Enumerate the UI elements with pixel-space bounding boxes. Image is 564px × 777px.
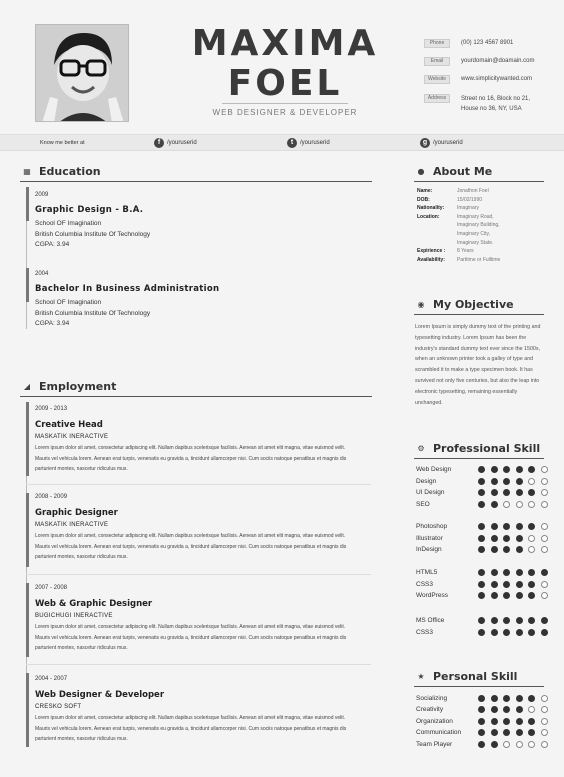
about-key: [417, 230, 457, 239]
objective-line: industry's standard dummy text ever since the 1500s,: [415, 345, 540, 352]
twitter-icon: t: [287, 138, 297, 148]
rating-dot-filled: [478, 581, 485, 588]
rating-dot-filled: [478, 501, 485, 508]
chart-icon: ◢: [23, 381, 31, 391]
skill-row: [416, 627, 553, 638]
rating-dot-empty: [541, 535, 548, 542]
objective-line: Lorem Ipsum is simply dummy text of the printing and: [415, 324, 541, 330]
name-last: FOEL: [227, 63, 343, 104]
employment-marker-4: [26, 673, 29, 747]
objective-text: [415, 322, 545, 408]
rating-dot-filled: [528, 718, 535, 725]
rating-dot-filled: [503, 466, 510, 473]
about-value: Imaginary Building,: [457, 222, 500, 229]
desc-line: Lorem ipsum dolor sit amet, consectetur adipiscing elit. Nullam dapibus scelerisque facilisis. Aenean sit amet elit magna, vitae euismod velit.: [35, 445, 346, 451]
rating-dot-filled: [478, 523, 485, 530]
rating-dot-filled: [528, 592, 535, 599]
objective-line: scrambled it to make a type specimen book. It has: [415, 367, 533, 374]
about-heading: [416, 165, 492, 178]
employment-heading-text: Employment: [39, 380, 117, 393]
facebook-icon: f: [154, 138, 164, 148]
rating-dot-filled: [491, 569, 498, 576]
rating-dot-empty: [541, 729, 548, 736]
desc-line: parturient montes, nascetur ridiculus mus.: [35, 736, 128, 742]
about-key: Name:: [417, 188, 433, 194]
job-years: 2004 - 2007: [35, 676, 68, 682]
personal-skill-underline: [414, 686, 544, 687]
rating-dot-filled: [503, 729, 510, 736]
about-row: [417, 239, 500, 248]
objective-heading: [416, 298, 514, 311]
portrait-image: [36, 25, 129, 122]
about-key: [417, 221, 457, 230]
about-key: Availability:: [417, 256, 445, 263]
job-company: CRESKO SOFT: [35, 704, 82, 710]
rating-dot-filled: [528, 581, 535, 588]
rating-dot-filled: [503, 706, 510, 713]
rating-dot-filled: [516, 535, 523, 542]
rating-dot-filled: [491, 466, 498, 473]
job-entry: [35, 676, 371, 745]
skill-rating: [478, 581, 553, 588]
skill-row: [416, 693, 553, 704]
employment-heading: [22, 380, 116, 393]
rating-dot-filled: [491, 629, 498, 636]
rating-dot-filled: [528, 695, 535, 702]
personal-skill-heading: [416, 670, 517, 683]
rating-dot-filled: [478, 695, 485, 702]
skill-name: MS Office: [416, 617, 445, 624]
about-value: 15/02/1990: [457, 196, 483, 203]
about-heading-text: About Me: [433, 165, 493, 178]
rating-dot-empty: [541, 718, 548, 725]
desc-line: Mauris vel vehicula lorem. Aenean erat turpis, venenatis eu gravida a, tincidunt ullamcorper nisi. Cum sociis natoque penatibus et magnis dis: [35, 634, 347, 641]
desc-line: parturient montes, nascetur ridiculus mus.: [35, 554, 128, 560]
rating-dot-filled: [516, 466, 523, 473]
rating-dot-filled: [528, 569, 535, 576]
about-value: Parttime or Fulltime: [457, 256, 501, 263]
rating-dot-filled: [503, 592, 510, 599]
contact-phone: [424, 39, 513, 48]
title-divider: [222, 103, 348, 104]
rating-dot-filled: [478, 592, 485, 599]
skill-name: SEO: [416, 501, 430, 508]
about-value: Imaginary: [457, 205, 479, 212]
job-title: WEB DESIGNER & DEVELOPER: [212, 108, 358, 117]
target-icon: ◉: [417, 299, 425, 309]
skill-rating: [478, 489, 553, 496]
rating-dot-empty: [503, 741, 510, 748]
rating-dot-filled: [516, 523, 523, 530]
desc-line: Mauris vel vehicula lorem. Aenean erat turpis, venenatis eu gravida a, tincidunt ullamcorper nisi. Cum sociis natoque penatibus et magnis dis: [35, 725, 347, 732]
skill-name: Photoshop: [416, 523, 448, 530]
skill-rating: [478, 569, 553, 576]
rating-dot-filled: [503, 629, 510, 636]
skill-name: Design: [416, 478, 437, 485]
skill-row: [416, 727, 553, 738]
about-row: [417, 204, 500, 213]
objective-line: unchanged.: [415, 399, 443, 406]
rating-dot-filled: [516, 546, 523, 553]
facebook-handle[interactable]: /youruserid: [167, 140, 197, 146]
job-entry: [35, 585, 371, 654]
job-description: [35, 622, 371, 654]
job-entry: [35, 406, 371, 475]
skill-rating: [478, 706, 553, 713]
rating-dot-filled: [516, 729, 523, 736]
rating-dot-filled: [516, 629, 523, 636]
education-heading: [22, 165, 101, 178]
objective-underline: [414, 314, 544, 315]
skill-name: Organization: [416, 718, 453, 725]
rating-dot-empty: [541, 741, 548, 748]
rating-dot-filled: [478, 741, 485, 748]
rating-dot-empty: [541, 466, 548, 473]
skill-row: [416, 533, 553, 544]
google-plus-icon: g: [420, 138, 430, 148]
skill-rating: [478, 729, 553, 736]
job-separator: [26, 484, 371, 485]
skill-row: [416, 567, 553, 578]
social-bar: [0, 134, 564, 151]
skill-name: Web Design: [416, 466, 452, 473]
education-degree: Graphic Design - B.A.: [35, 205, 144, 215]
rating-dot-filled: [491, 501, 498, 508]
desc-line: parturient montes, nascetur ridiculus mus.: [35, 466, 128, 472]
twitter-handle[interactable]: /youruserid: [300, 140, 330, 146]
rating-dot-filled: [478, 478, 485, 485]
skill-name: UI Design: [416, 489, 445, 496]
google-plus-handle[interactable]: /youruserid: [433, 140, 463, 146]
rating-dot-filled: [478, 489, 485, 496]
skill-row: [416, 476, 553, 487]
about-value: Jonathon Foel: [457, 188, 489, 194]
rating-dot-empty: [541, 706, 548, 713]
address-line-1: Street no 16, Block no 21,: [461, 96, 531, 102]
address-label: Address: [424, 94, 450, 103]
job-description: [35, 531, 371, 563]
education-school: School OF Imagination: [35, 299, 102, 306]
education-marker-2: [26, 268, 29, 302]
about-value: Imaginary State.: [457, 239, 494, 246]
name-first: MAXIMA: [191, 23, 379, 64]
website-label: Website: [424, 75, 450, 84]
job-years: 2008 - 2009: [35, 494, 68, 500]
skill-row: [416, 521, 553, 532]
rating-dot-empty: [528, 501, 535, 508]
rating-dot-filled: [503, 489, 510, 496]
social-facebook[interactable]: [154, 138, 197, 148]
skill-name: Team Player: [416, 741, 453, 748]
about-row: [417, 213, 500, 222]
rating-dot-filled: [516, 569, 523, 576]
rating-dot-empty: [503, 501, 510, 508]
rating-dot-empty: [541, 489, 548, 496]
employment-marker-2: [26, 493, 29, 567]
user-icon: ●: [417, 166, 425, 176]
rating-dot-filled: [541, 629, 548, 636]
employment-underline: [20, 396, 372, 397]
rating-dot-filled: [503, 523, 510, 530]
skill-rating: [478, 546, 553, 553]
desc-line: parturient montes, nascetur ridiculus mus.: [35, 645, 128, 651]
skill-name: Socializing: [416, 695, 448, 702]
skill-name: WordPress: [416, 592, 449, 599]
rating-dot-empty: [541, 695, 548, 702]
rating-dot-filled: [503, 617, 510, 624]
about-key: Location:: [417, 213, 440, 220]
rating-dot-filled: [478, 729, 485, 736]
job-company: MASKATIK INERACTIVE: [35, 434, 109, 440]
about-row: [417, 196, 500, 205]
rating-dot-filled: [491, 729, 498, 736]
rating-dot-filled: [491, 718, 498, 725]
rating-dot-filled: [478, 569, 485, 576]
desc-line: Lorem ipsum dolor sit amet, consectetur adipiscing elit. Nullam dapibus scelerisque facilisis. Aenean sit amet elit magna, vitae euismod velit.: [35, 715, 346, 721]
rating-dot-filled: [528, 523, 535, 530]
about-row: [417, 256, 500, 265]
about-key: Expirience :: [417, 248, 446, 255]
social-twitter[interactable]: [287, 138, 330, 148]
skill-rating: [478, 466, 553, 473]
rating-dot-empty: [541, 523, 548, 530]
rating-dot-filled: [541, 617, 548, 624]
rating-dot-filled: [478, 546, 485, 553]
rating-dot-empty: [541, 501, 548, 508]
skill-row: [416, 544, 553, 555]
gear-icon: ⚙: [417, 443, 425, 453]
about-row: [417, 221, 500, 230]
education-degree: Bachelor In Business Administration: [35, 284, 220, 294]
address-line-2: House no 36, NY, USA: [461, 106, 522, 112]
personal-skill-heading-text: Personal Skill: [433, 670, 518, 683]
skill-name: CSS3: [416, 581, 433, 588]
objective-line: electronic typesetting, remaining essentially: [415, 388, 518, 395]
contact-website: [424, 75, 532, 84]
rating-dot-filled: [478, 718, 485, 725]
rating-dot-filled: [503, 535, 510, 542]
contact-address: [424, 94, 561, 114]
objective-heading-text: My Objective: [433, 298, 514, 311]
skill-row: [416, 464, 553, 475]
about-row: [417, 187, 500, 196]
rating-dot-filled: [478, 535, 485, 542]
skill-name: Illustrator: [416, 535, 443, 542]
job-separator: [26, 574, 371, 575]
rating-dot-filled: [541, 569, 548, 576]
rating-dot-filled: [478, 466, 485, 473]
education-underline: [20, 181, 372, 182]
job-company: BUGICHUGI INERACTIVE: [35, 613, 113, 619]
rating-dot-filled: [516, 478, 523, 485]
education-school: School OF Imagination: [35, 220, 102, 227]
skill-row: [416, 590, 553, 601]
rating-dot-filled: [491, 489, 498, 496]
rating-dot-filled: [503, 569, 510, 576]
rating-dot-filled: [516, 489, 523, 496]
job-separator: [26, 664, 371, 665]
rating-dot-filled: [491, 581, 498, 588]
skill-row: [416, 739, 553, 750]
about-key: Nationality:: [417, 205, 445, 212]
skill-name: HTML5: [416, 569, 438, 576]
candidate-name: [160, 24, 410, 104]
about-key: [417, 239, 457, 248]
rating-dot-filled: [516, 592, 523, 599]
rating-dot-empty: [541, 546, 548, 553]
rating-dot-filled: [528, 489, 535, 496]
rating-dot-empty: [541, 592, 548, 599]
skill-row: [416, 704, 553, 715]
phone-label: Phone: [424, 39, 450, 48]
skill-rating: [478, 629, 553, 636]
rating-dot-filled: [516, 706, 523, 713]
rating-dot-filled: [478, 617, 485, 624]
skill-rating: [478, 478, 553, 485]
skill-name: Communication: [416, 729, 462, 736]
desc-line: Mauris vel vehicula lorem. Aenean erat turpis, venenatis eu gravida a, tincidunt ullamcorper nisi. Cum sociis natoque penatibus et magnis dis: [35, 543, 347, 550]
phone-value: (00) 123 4567 8901: [461, 40, 514, 46]
rating-dot-filled: [491, 535, 498, 542]
contact-email: [424, 57, 534, 66]
about-row: [417, 247, 500, 256]
about-underline: [414, 181, 544, 182]
about-value: Imaginary City,: [457, 230, 490, 237]
skill-rating: [478, 523, 553, 530]
skill-row: [416, 499, 553, 510]
education-cgpa: CGPA: 3.94: [35, 320, 70, 327]
education-marker-1: [26, 187, 29, 221]
rating-dot-empty: [528, 706, 535, 713]
book-icon: ▦: [23, 166, 31, 176]
rating-dot-filled: [491, 592, 498, 599]
employment-marker-1: [26, 402, 29, 476]
rating-dot-filled: [516, 617, 523, 624]
education-year: 2004: [35, 271, 49, 277]
about-details: [417, 187, 500, 264]
education-institute: British Columbia Institute Of Technology: [35, 230, 151, 238]
rating-dot-filled: [503, 718, 510, 725]
skill-rating: [478, 592, 553, 599]
rating-dot-filled: [528, 729, 535, 736]
skill-name: InDesign: [416, 546, 442, 553]
rating-dot-filled: [503, 695, 510, 702]
rating-dot-filled: [503, 546, 510, 553]
rating-dot-filled: [478, 629, 485, 636]
desc-line: Lorem ipsum dolor sit amet, consectetur adipiscing elit. Nullam dapibus scelerisque facilisis. Aenean sit amet elit magna, vitae euismod velit.: [35, 624, 346, 630]
rating-dot-empty: [528, 546, 535, 553]
about-value: 8 Years: [457, 248, 474, 255]
rating-dot-empty: [528, 741, 535, 748]
rating-dot-filled: [491, 741, 498, 748]
job-entry: [35, 494, 371, 563]
skill-name: CSS3: [416, 629, 433, 636]
rating-dot-empty: [516, 501, 523, 508]
rating-dot-filled: [503, 581, 510, 588]
professional-skill-underline: [414, 458, 544, 459]
education-cgpa: CGPA: 3.94: [35, 241, 70, 248]
profile-photo: [35, 24, 129, 122]
professional-skill-heading: [416, 442, 540, 455]
rating-dot-filled: [491, 706, 498, 713]
objective-line: survived not only five centuries, but also the leap into: [415, 377, 540, 384]
education-heading-text: Education: [39, 165, 101, 178]
job-company: MASKATIK INERACTIVE: [35, 522, 109, 528]
about-row: [417, 230, 500, 239]
skill-row: [416, 579, 553, 590]
education-entry: [35, 271, 219, 330]
job-role: Web Designer & Developer: [35, 690, 165, 700]
desc-line: Mauris vel vehicula lorem. Aenean erat turpis, venenatis eu gravida a, tincidunt ullamcorper nisi. Cum sociis natoque penatibus et magnis dis: [35, 455, 347, 462]
about-value: Imaginary Road,: [457, 213, 494, 220]
rating-dot-empty: [516, 741, 523, 748]
professional-skill-heading-text: Professional Skill: [433, 442, 541, 455]
education-institute: British Columbia Institute Of Technology: [35, 309, 151, 317]
rating-dot-filled: [516, 695, 523, 702]
rating-dot-filled: [491, 523, 498, 530]
skill-name: Creativity: [416, 706, 444, 713]
skill-row: [416, 615, 553, 626]
website-value: www.simplicitywanted.com: [461, 76, 533, 82]
job-role: Web & Graphic Designer: [35, 599, 153, 609]
job-years: 2007 - 2008: [35, 585, 68, 591]
email-label: Email: [424, 57, 450, 66]
rating-dot-filled: [516, 581, 523, 588]
job-role: Creative Head: [35, 420, 103, 430]
skill-rating: [478, 535, 553, 542]
skill-rating: [478, 695, 553, 702]
education-year: 2009: [35, 192, 49, 198]
skill-rating: [478, 718, 553, 725]
skill-rating: [478, 741, 553, 748]
job-role: Graphic Designer: [35, 508, 118, 518]
desc-line: Lorem ipsum dolor sit amet, consectetur adipiscing elit. Nullam dapibus scelerisque facilisis. Aenean sit amet elit magna, vitae euismod velit.: [35, 533, 346, 539]
rating-dot-filled: [491, 546, 498, 553]
email-value: yourdomain@doamain.com: [461, 58, 535, 64]
social-google-plus[interactable]: [420, 138, 463, 148]
rating-dot-filled: [491, 617, 498, 624]
skill-rating: [478, 501, 553, 508]
rating-dot-empty: [541, 478, 548, 485]
rating-dot-filled: [478, 706, 485, 713]
address-value: [461, 94, 561, 114]
social-intro: Know me better at: [40, 140, 85, 146]
skill-rating: [478, 617, 553, 624]
rating-dot-filled: [491, 478, 498, 485]
objective-line: typesetting industry. Lorem Ipsum has been the: [415, 334, 527, 341]
job-description: [35, 443, 371, 475]
objective-line: when an unknown printer took a galley of type and: [415, 356, 534, 363]
rating-dot-empty: [528, 478, 535, 485]
rating-dot-empty: [528, 535, 535, 542]
rating-dot-filled: [528, 617, 535, 624]
education-entry: [35, 192, 150, 251]
about-key: DOB:: [417, 196, 430, 203]
job-description: [35, 713, 371, 745]
rating-dot-filled: [491, 695, 498, 702]
skill-row: [416, 487, 553, 498]
skill-row: [416, 716, 553, 727]
rating-dot-empty: [541, 581, 548, 588]
rating-dot-filled: [528, 466, 535, 473]
star-icon: ★: [417, 671, 425, 681]
job-years: 2009 - 2013: [35, 406, 68, 412]
rating-dot-filled: [503, 478, 510, 485]
rating-dot-filled: [528, 629, 535, 636]
employment-marker-3: [26, 583, 29, 657]
rating-dot-filled: [516, 718, 523, 725]
